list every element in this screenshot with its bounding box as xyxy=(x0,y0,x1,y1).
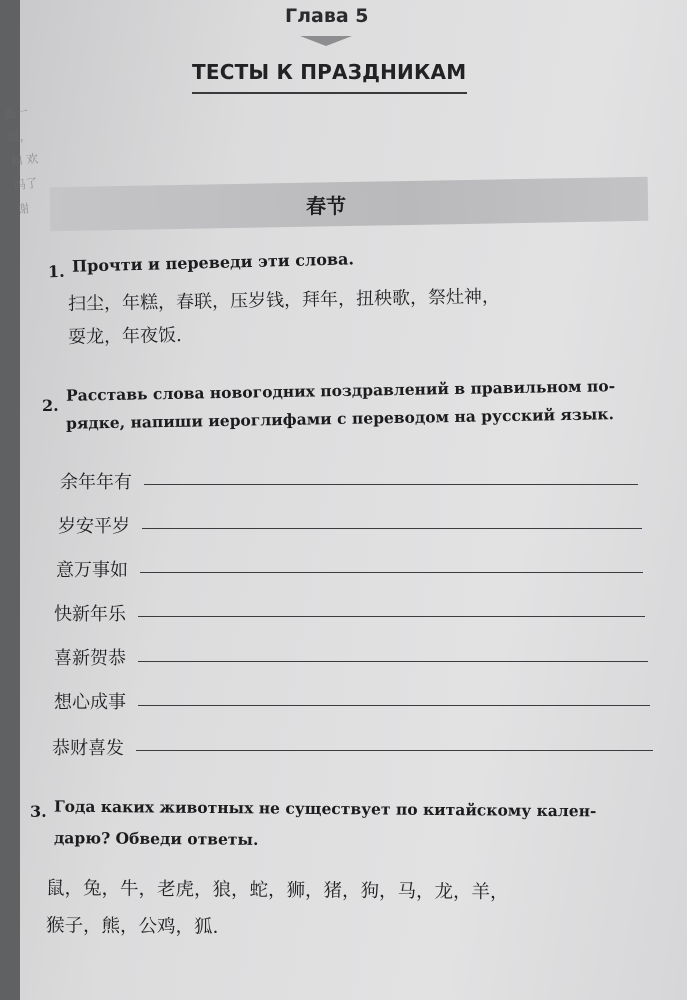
question-3-animals-line-2: 猴子，熊，公鸡，狐. xyxy=(45,915,219,938)
question-3-prompt-line-2: дарю? Обведи ответы. xyxy=(53,828,259,849)
row-3-answer-line[interactable] xyxy=(140,572,643,573)
row-1-answer-line[interactable] xyxy=(144,484,638,485)
question-3-prompt-line-1: Года каких животных не существует по китайскому кален- xyxy=(53,796,597,821)
row-6-answer-line[interactable] xyxy=(138,705,650,706)
row-4-answer-line[interactable] xyxy=(138,616,645,617)
row-5-answer-line[interactable] xyxy=(138,661,648,662)
row-1-label: 余年年有 xyxy=(60,472,132,493)
chapter-label: Глава 5 xyxy=(285,5,369,27)
book-page xyxy=(3,0,687,1000)
row-4-label: 快新年乐 xyxy=(54,604,126,625)
question-1-words-line-2: 耍龙，年夜饭. xyxy=(67,325,182,348)
row-5-label: 喜新贺恭 xyxy=(54,648,126,669)
section-title: 春节 xyxy=(306,194,346,218)
question-2-prompt-line-2: рядке, напиши иероглифами с переводом на русский язык. xyxy=(65,404,615,433)
section-band xyxy=(50,177,649,231)
question-2-prompt-line-1: Расставь слова новогодних поздравлений в правильном по- xyxy=(65,376,616,405)
chevron-down-icon xyxy=(300,36,352,46)
row-7-label: 恭财喜发 xyxy=(52,738,124,759)
question-3-animals-line-1: 鼠，兔，牛，老虎，狼，蛇，狮，猪，狗，马，龙，羊， xyxy=(45,877,509,904)
row-7-answer-line[interactable] xyxy=(136,750,653,751)
question-2-number: 2. xyxy=(42,396,59,415)
row-2-answer-line[interactable] xyxy=(142,528,642,529)
row-2-label: 岁安平岁 xyxy=(58,516,130,537)
question-1-words-line-1: 扫尘，年糕，春联，压岁钱，拜年，扭秧歌，祭灶神， xyxy=(67,286,501,315)
row-6-label: 想心成事 xyxy=(54,692,126,713)
question-1-number: 1. xyxy=(47,261,65,282)
question-3-number: 3. xyxy=(30,802,47,821)
row-3-label: 意万事如 xyxy=(56,560,128,581)
facing-page-bleed-text: 他一 饭，和 欢吗了 谢 xyxy=(3,104,40,217)
question-1-prompt: Прочти и переведи эти слова. xyxy=(71,249,355,276)
title-underline xyxy=(192,92,467,94)
chapter-title: ТЕСТЫ К ПРАЗДНИКАМ xyxy=(192,60,467,84)
